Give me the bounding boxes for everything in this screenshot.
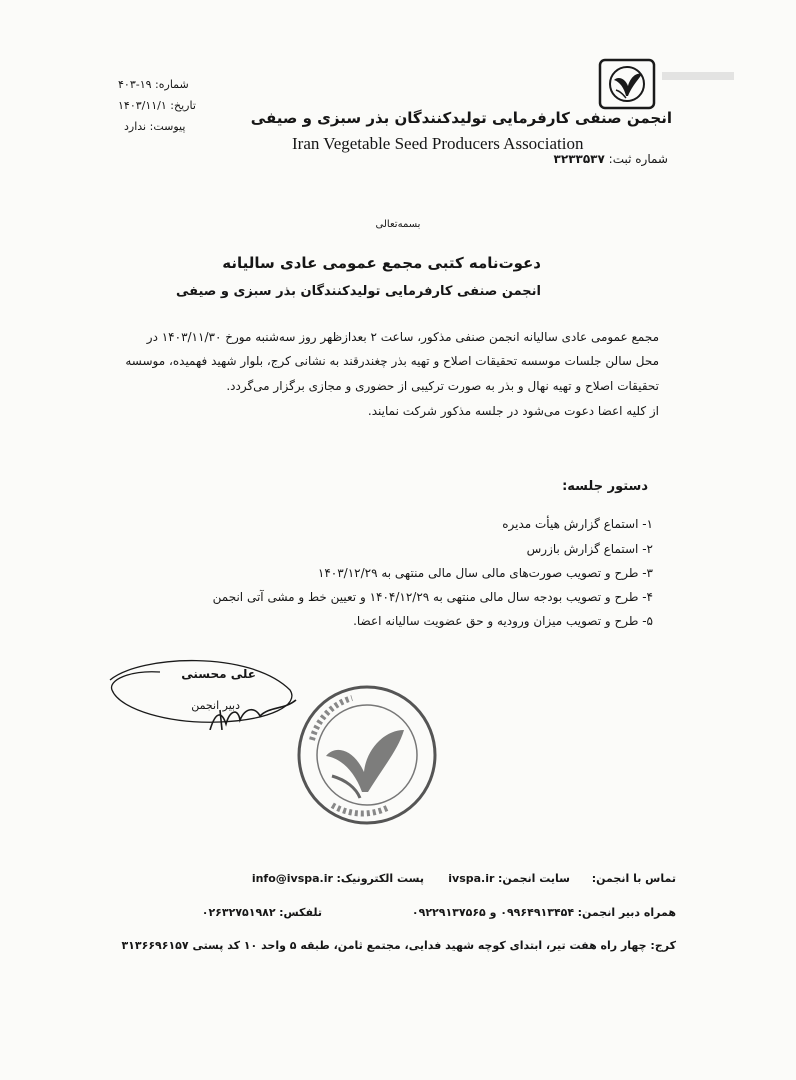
agenda-item: ۵- طرح و تصویب میزان ورودیه و حق عضویت سالیانه اعضا. [353, 614, 653, 628]
association-name-en: Iran Vegetable Seed Producers Association [292, 134, 584, 153]
email-line: پست الکترونیک: info@ivspa.ir [251, 872, 424, 885]
contact-label: تماس با انجمن: [591, 872, 676, 885]
body-line: محل سالن جلسات موسسه تحقیقات اصلاح و تهیه بذر چغندرقند به نشانی کرج، بلوار شهید فهمیده، موسسه [125, 354, 659, 368]
faded-stamp [662, 72, 734, 80]
body-line: مجمع عمومی عادی سالیانه انجمن صنفی مذکور، ساعت ۲ بعدازظهر روز سه‌شنبه مورخ ۱۴۰۳/۱۱/۳۰ در [146, 330, 659, 344]
signature-scribble-icon [100, 650, 300, 730]
agenda-item: ۲- استماع گزارش بازرس [526, 542, 653, 556]
letter-attachment: پیوست: ندارد [124, 120, 186, 133]
agenda-item: ۱- استماع گزارش هیأت مدیره [502, 517, 653, 531]
website-line: سایت انجمن: ivspa.ir [448, 872, 570, 885]
address-line: کرج: چهار راه هفت تیر، ابتدای کوچه شهید فدایی، مجتمع ثامن، طبقه ۵ واحد ۱۰ کد پستی ۳۱۳۶۶۹۶۱۵۷ [121, 939, 676, 952]
body-line: از کلیه اعضا دعوت می‌شود در جلسه مذکور شرکت نمایند. [367, 404, 659, 418]
agenda-item: ۳- طرح و تصویب صورت‌های مالی سال مالی منتهی به ۱۴۰۳/۱۲/۲۹ [317, 566, 653, 580]
signatory-title: دبیر انجمن [191, 699, 240, 712]
letter-number: شماره: ۱۹-۴۰۳ [118, 78, 189, 91]
agenda-heading: دستور جلسه: [562, 479, 648, 494]
mobile-line: همراه دبیر انجمن: ۰۹۹۶۴۹۱۳۴۵۴ و ۰۹۲۲۹۱۳۷۵۶۵ [411, 906, 676, 919]
letter-subtitle: انجمن صنفی کارفرمایی تولیدکنندگان بذر سبزی و صیفی [175, 284, 541, 299]
association-seal-icon [292, 680, 442, 830]
letter-date: تاریخ: ۱۴۰۳/۱۱/۱ [118, 99, 196, 112]
signatory-name: علی محسنی [181, 667, 256, 681]
body-line: تحقیقات اصلاح و تهیه نهال و بذر به صورت ترکیبی از حضوری و مجازی برگزار می‌گردد. [226, 379, 659, 393]
association-name-fa: انجمن صنفی کارفرمایی تولیدکنندگان بذر سبزی و صیفی [250, 109, 672, 127]
basmala: بسمه‌تعالی [375, 219, 421, 230]
letter-title: دعوت‌نامه کتبی مجمع عمومی عادی سالیانه [222, 254, 541, 272]
association-logo-icon [598, 58, 656, 110]
fax-line: تلفکس: ۰۲۶۳۲۷۵۱۹۸۲ [201, 906, 322, 919]
agenda-item: ۴- طرح و تصویب بودجه سال مالی منتهی به ۱۴۰۴/۱۲/۲۹ و تعیین خط و مشی آتی انجمن [212, 590, 653, 604]
registration-number: شماره ثبت: ۳۲۳۳۵۳۷ [553, 152, 668, 166]
